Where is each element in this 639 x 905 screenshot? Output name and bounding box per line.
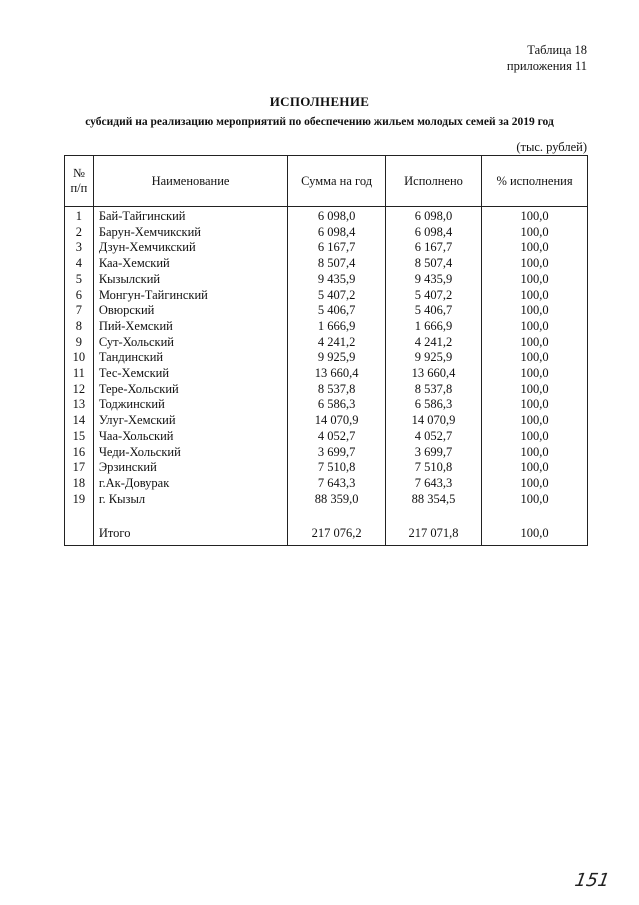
- cell-plan: 6 098,0: [288, 207, 386, 225]
- col-header-num: [65, 156, 94, 207]
- spacer-cell: [482, 507, 588, 525]
- units-note: (тыс. рублей): [516, 140, 587, 154]
- cell-plan: 4 241,2: [288, 335, 386, 351]
- total-cell-plan: 217 076,2: [288, 525, 386, 546]
- cell-name: Чеди-Хольский: [93, 445, 287, 461]
- cell-plan: 9 925,9: [288, 350, 386, 366]
- cell-num: 13: [65, 397, 94, 413]
- cell-pct: 100,0: [482, 413, 588, 429]
- table-caption: [507, 42, 587, 74]
- cell-pct: 100,0: [482, 207, 588, 225]
- cell-pct: 100,0: [482, 272, 588, 288]
- cell-name: г. Кызыл: [93, 492, 287, 508]
- cell-pct: 100,0: [482, 429, 588, 445]
- cell-plan: 88 359,0: [288, 492, 386, 508]
- spacer-row: [65, 507, 588, 525]
- cell-plan: 8 537,8: [288, 382, 386, 398]
- total-cell-done: 217 071,8: [385, 525, 481, 546]
- cell-pct: 100,0: [482, 397, 588, 413]
- table-row: [65, 335, 588, 351]
- cell-plan: 4 052,7: [288, 429, 386, 445]
- cell-pct: 100,0: [482, 240, 588, 256]
- cell-name: Тандинский: [93, 350, 287, 366]
- spacer-cell: [385, 507, 481, 525]
- table-row: [65, 460, 588, 476]
- cell-num: 5: [65, 272, 94, 288]
- col-header-num-text: № п/п: [70, 166, 88, 195]
- cell-num: 14: [65, 413, 94, 429]
- cell-plan: 13 660,4: [288, 366, 386, 382]
- cell-pct: 100,0: [482, 303, 588, 319]
- cell-done: 7 510,8: [385, 460, 481, 476]
- cell-name: Бай-Тайгинский: [93, 207, 287, 225]
- cell-name: Тере-Хольский: [93, 382, 287, 398]
- cell-plan: 9 435,9: [288, 272, 386, 288]
- cell-done: 8 507,4: [385, 256, 481, 272]
- cell-pct: 100,0: [482, 366, 588, 382]
- total-cell-name: Итого: [93, 525, 287, 546]
- page-number: 151: [572, 870, 611, 891]
- spacer-cell: [93, 507, 287, 525]
- table-row: [65, 303, 588, 319]
- cell-num: 6: [65, 288, 94, 304]
- cell-pct: 100,0: [482, 460, 588, 476]
- cell-num: 7: [65, 303, 94, 319]
- table-row: [65, 397, 588, 413]
- document-title: ИСПОЛНЕНИЕ: [269, 94, 370, 109]
- cell-num: 9: [65, 335, 94, 351]
- table-row: [65, 207, 588, 225]
- table-row: [65, 288, 588, 304]
- table-row: [65, 272, 588, 288]
- cell-done: 8 537,8: [385, 382, 481, 398]
- table-row: [65, 225, 588, 241]
- cell-pct: 100,0: [482, 256, 588, 272]
- cell-done: 4 241,2: [385, 335, 481, 351]
- table-row: [65, 382, 588, 398]
- table-header-row: [65, 156, 588, 207]
- cell-num: 2: [65, 225, 94, 241]
- cell-pct: 100,0: [482, 445, 588, 461]
- cell-name: Дзун-Хемчикский: [93, 240, 287, 256]
- cell-done: 13 660,4: [385, 366, 481, 382]
- cell-num: 1: [65, 207, 94, 225]
- cell-num: 18: [65, 476, 94, 492]
- table-row: [65, 366, 588, 382]
- cell-name: Чаа-Хольский: [93, 429, 287, 445]
- table-row: [65, 319, 588, 335]
- cell-num: 17: [65, 460, 94, 476]
- col-header-plan: Сумма на год: [288, 156, 386, 207]
- spacer-cell: [65, 507, 94, 525]
- cell-plan: 3 699,7: [288, 445, 386, 461]
- cell-pct: 100,0: [482, 492, 588, 508]
- table-row: [65, 476, 588, 492]
- total-cell-num: [65, 525, 94, 546]
- cell-name: Улуг-Хемский: [93, 413, 287, 429]
- table-row: [65, 240, 588, 256]
- cell-done: 6 167,7: [385, 240, 481, 256]
- total-row: [65, 525, 588, 546]
- cell-name: Эрзинский: [93, 460, 287, 476]
- cell-num: 15: [65, 429, 94, 445]
- cell-num: 3: [65, 240, 94, 256]
- cell-num: 12: [65, 382, 94, 398]
- cell-num: 8: [65, 319, 94, 335]
- cell-plan: 5 407,2: [288, 288, 386, 304]
- cell-plan: 7 643,3: [288, 476, 386, 492]
- cell-name: Барун-Хемчикский: [93, 225, 287, 241]
- cell-done: 88 354,5: [385, 492, 481, 508]
- cell-done: 6 098,0: [385, 207, 481, 225]
- col-header-name: Наименование: [93, 156, 287, 207]
- document-subtitle: субсидий на реализацию мероприятий по обеспечению жильем молодых семей за 2019 год: [85, 116, 554, 128]
- table-row: [65, 429, 588, 445]
- cell-name: Каа-Хемский: [93, 256, 287, 272]
- cell-name: Сут-Хольский: [93, 335, 287, 351]
- cell-name: Пий-Хемский: [93, 319, 287, 335]
- cell-plan: 7 510,8: [288, 460, 386, 476]
- cell-plan: 14 070,9: [288, 413, 386, 429]
- table-row: [65, 413, 588, 429]
- cell-pct: 100,0: [482, 225, 588, 241]
- cell-name: Монгун-Тайгинский: [93, 288, 287, 304]
- cell-name: Кызылский: [93, 272, 287, 288]
- cell-name: Тоджинский: [93, 397, 287, 413]
- col-header-pct: % исполнения: [482, 156, 588, 207]
- cell-done: 5 406,7: [385, 303, 481, 319]
- cell-done: 14 070,9: [385, 413, 481, 429]
- table-row: [65, 350, 588, 366]
- cell-done: 5 407,2: [385, 288, 481, 304]
- cell-plan: 8 507,4: [288, 256, 386, 272]
- cell-done: 6 098,4: [385, 225, 481, 241]
- cell-done: 9 435,9: [385, 272, 481, 288]
- cell-pct: 100,0: [482, 288, 588, 304]
- cell-num: 10: [65, 350, 94, 366]
- cell-plan: 1 666,9: [288, 319, 386, 335]
- subsidy-table: [64, 155, 588, 546]
- cell-num: 19: [65, 492, 94, 508]
- cell-name: Тес-Хемский: [93, 366, 287, 382]
- cell-pct: 100,0: [482, 335, 588, 351]
- col-header-done: Исполнено: [385, 156, 481, 207]
- cell-pct: 100,0: [482, 319, 588, 335]
- cell-pct: 100,0: [482, 476, 588, 492]
- table-number-label: Таблица 18: [527, 43, 587, 57]
- appendix-label: приложения 11: [506, 59, 587, 73]
- spacer-cell: [288, 507, 386, 525]
- cell-plan: 6 098,4: [288, 225, 386, 241]
- cell-pct: 100,0: [482, 350, 588, 366]
- cell-done: 9 925,9: [385, 350, 481, 366]
- cell-pct: 100,0: [482, 382, 588, 398]
- cell-name: Овюрский: [93, 303, 287, 319]
- table-body: [65, 207, 588, 546]
- cell-num: 4: [65, 256, 94, 272]
- cell-plan: 5 406,7: [288, 303, 386, 319]
- cell-num: 11: [65, 366, 94, 382]
- cell-done: 7 643,3: [385, 476, 481, 492]
- total-cell-pct: 100,0: [482, 525, 588, 546]
- cell-num: 16: [65, 445, 94, 461]
- cell-name: г.Ак-Довурак: [93, 476, 287, 492]
- table-row: [65, 445, 588, 461]
- cell-done: 6 586,3: [385, 397, 481, 413]
- cell-done: 4 052,7: [385, 429, 481, 445]
- cell-plan: 6 167,7: [288, 240, 386, 256]
- cell-plan: 6 586,3: [288, 397, 386, 413]
- cell-done: 3 699,7: [385, 445, 481, 461]
- table-row: [65, 256, 588, 272]
- table-row: [65, 492, 588, 508]
- cell-done: 1 666,9: [385, 319, 481, 335]
